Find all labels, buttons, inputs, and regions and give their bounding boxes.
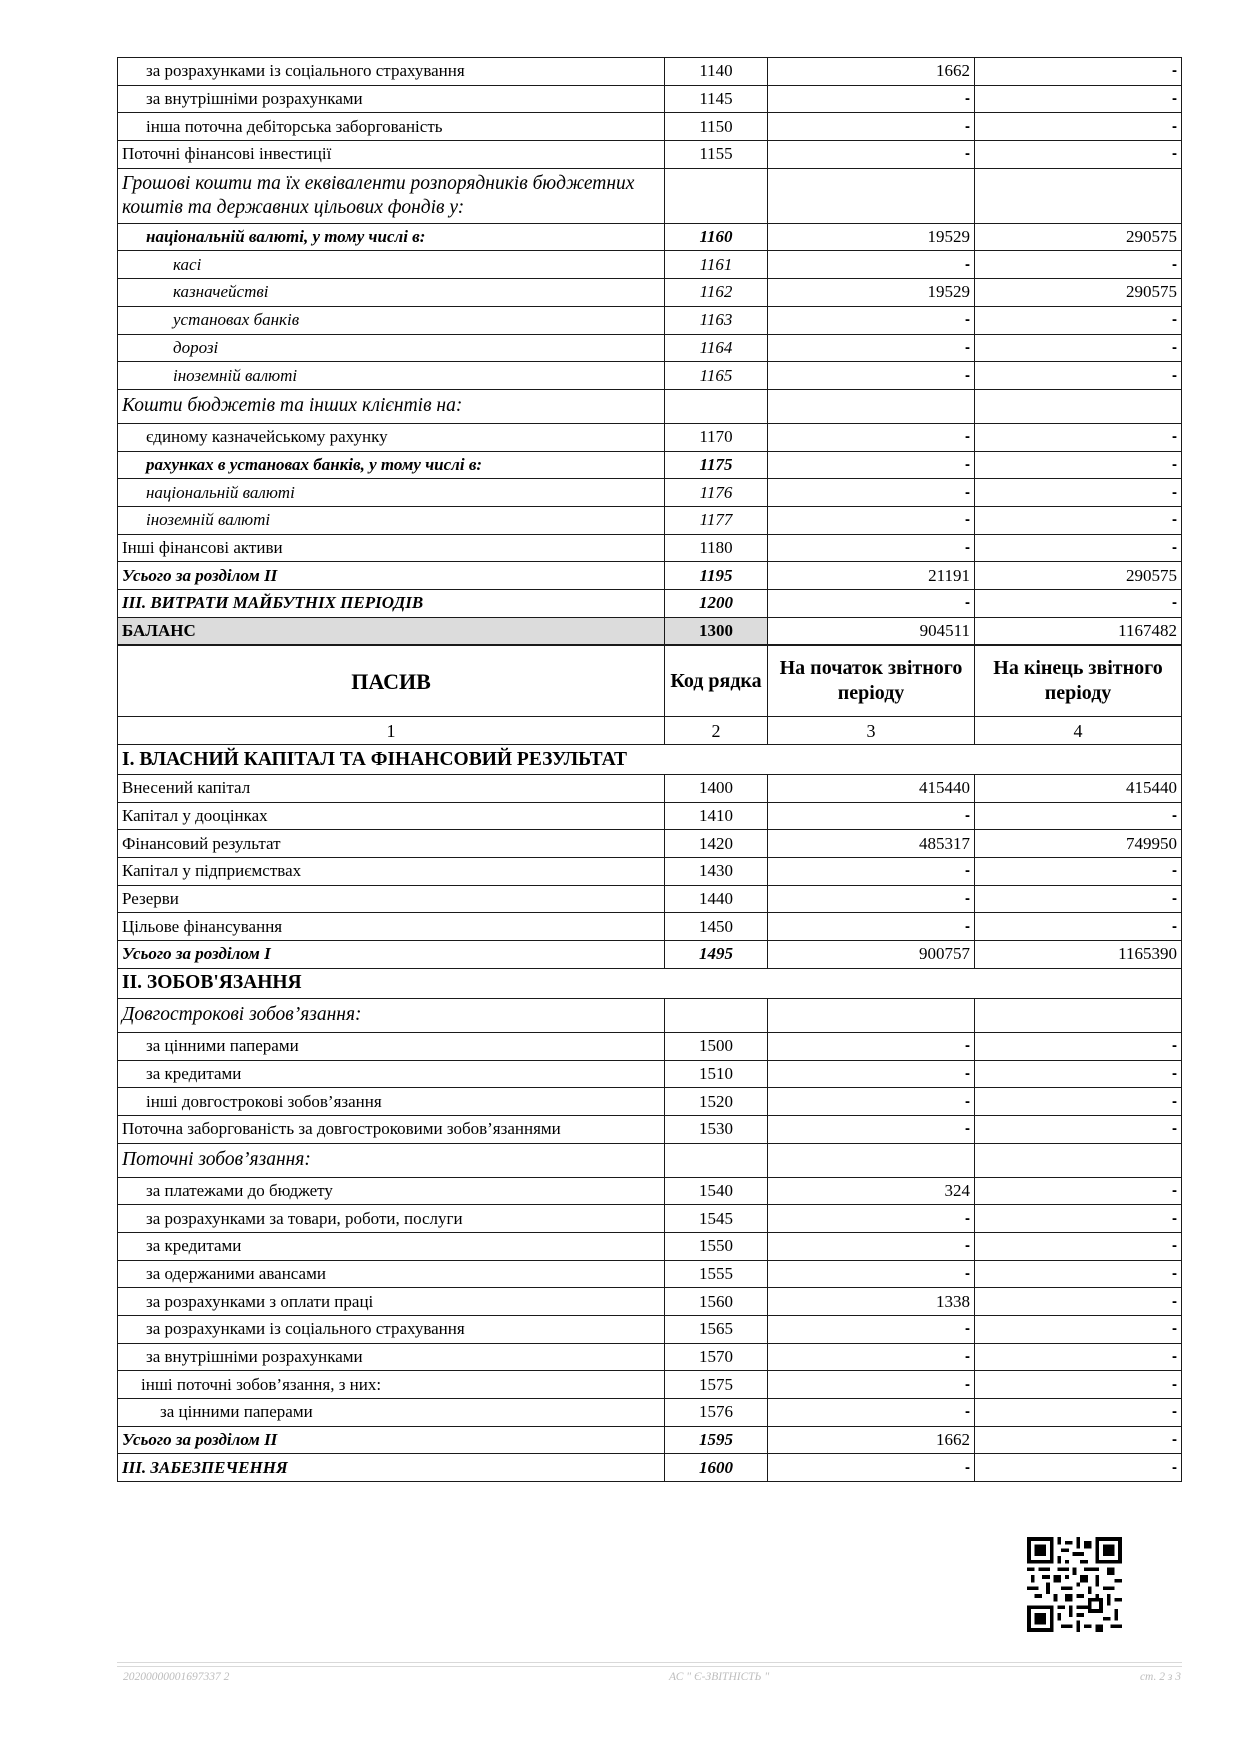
row-label: іноземній валюті (118, 506, 665, 534)
value-start: - (768, 885, 975, 913)
table-header-row (118, 646, 1182, 717)
row-code: 1162 (665, 279, 768, 307)
value-end: - (975, 1316, 1182, 1344)
value-end: - (975, 479, 1182, 507)
row-code: 1195 (665, 562, 768, 590)
row-label: Внесений капітал (118, 775, 665, 803)
value-end: - (975, 858, 1182, 886)
group-label: Довгострокові зобов’язання: (118, 998, 665, 1032)
header-row-code: Код рядка (665, 646, 768, 717)
row-label: касі (118, 251, 665, 279)
row-label: за одержаними авансами (118, 1260, 665, 1288)
table-row (118, 1316, 1182, 1344)
table-row (118, 113, 1182, 141)
value-start: - (768, 506, 975, 534)
table-row (118, 1060, 1182, 1088)
row-code: 1600 (665, 1454, 768, 1482)
assets-table-continuation (117, 57, 1182, 645)
row-code: 1177 (665, 506, 768, 534)
table-row (118, 1232, 1182, 1260)
value-end: 1167482 (975, 617, 1182, 645)
document-number: 20200000001697337 2 (123, 1671, 230, 1683)
value-start: - (768, 479, 975, 507)
row-code: 1565 (665, 1316, 768, 1344)
row-label: інші поточні зобов’язання, з них: (118, 1371, 665, 1399)
value-end: - (975, 1088, 1182, 1116)
table-row (118, 830, 1182, 858)
row-label: за розрахунками за товари, роботи, послуги (118, 1205, 665, 1233)
table-row (118, 858, 1182, 886)
row-label: за цінними паперами (118, 1032, 665, 1060)
value-end: - (975, 913, 1182, 941)
table-row (118, 334, 1182, 362)
table-row (118, 251, 1182, 279)
section-row (118, 1454, 1182, 1482)
row-code: 1450 (665, 913, 768, 941)
row-label: Інші фінансові активи (118, 534, 665, 562)
table-row (118, 1371, 1182, 1399)
value-end: - (975, 802, 1182, 830)
column-numbers-row (118, 717, 1182, 745)
value-end: - (975, 1115, 1182, 1143)
value-start: 904511 (768, 617, 975, 645)
row-code: 1430 (665, 858, 768, 886)
value-start: 324 (768, 1177, 975, 1205)
value-end: - (975, 362, 1182, 390)
row-code: 1530 (665, 1115, 768, 1143)
value-end: - (975, 1232, 1182, 1260)
value-start: 1662 (768, 58, 975, 86)
value-start: - (768, 1060, 975, 1088)
row-code: 1410 (665, 802, 768, 830)
value-start: - (768, 1454, 975, 1482)
value-end: - (975, 58, 1182, 86)
table-row (118, 1343, 1182, 1371)
table-row (118, 58, 1182, 86)
table-row (118, 141, 1182, 169)
page-number: ст. 2 з 3 (1139, 1671, 1181, 1683)
value-start: - (768, 423, 975, 451)
qr-code-icon (1027, 1537, 1122, 1632)
value-end: - (975, 1260, 1182, 1288)
table-group-row (118, 389, 1182, 423)
row-code: 1150 (665, 113, 768, 141)
row-code: 1175 (665, 451, 768, 479)
value-start: - (768, 1260, 975, 1288)
row-label: БАЛАНС (118, 617, 665, 645)
value-end: - (975, 1343, 1182, 1371)
column-number: 2 (665, 717, 768, 745)
row-code: 1300 (665, 617, 768, 645)
row-code: 1163 (665, 306, 768, 334)
row-code: 1140 (665, 58, 768, 86)
value-end: - (975, 1205, 1182, 1233)
value-start: 1338 (768, 1288, 975, 1316)
value-end: - (975, 1288, 1182, 1316)
value-start: - (768, 1232, 975, 1260)
row-label: за платежами до бюджету (118, 1177, 665, 1205)
value-start: - (768, 913, 975, 941)
column-number: 4 (975, 717, 1182, 745)
value-start: - (768, 590, 975, 618)
table-group-row (118, 1143, 1182, 1177)
table-row (118, 1032, 1182, 1060)
row-label: Фінансовий результат (118, 830, 665, 858)
column-number: 1 (118, 717, 665, 745)
value-start: 485317 (768, 830, 975, 858)
value-start: - (768, 334, 975, 362)
row-label: III. ЗАБЕЗПЕЧЕННЯ (118, 1454, 665, 1482)
row-code: 1495 (665, 941, 768, 969)
value-end: - (975, 1454, 1182, 1482)
row-label: інша поточна дебіторська заборгованість (118, 113, 665, 141)
group-label: Грошові кошти та їх еквіваленти розпорядників бюджетних коштів та державних цільових фондів у: (118, 168, 665, 223)
row-label: інші довгострокові зобов’язання (118, 1088, 665, 1116)
table-row (118, 1288, 1182, 1316)
row-code: 1180 (665, 534, 768, 562)
row-label: Усього за розділом I (118, 941, 665, 969)
group-label: Кошти бюджетів та інших клієнтів на: (118, 389, 665, 423)
value-start: - (768, 362, 975, 390)
row-code: 1560 (665, 1288, 768, 1316)
table-row (118, 1260, 1182, 1288)
footer-divider (117, 1666, 1182, 1667)
row-label: Цільове фінансування (118, 913, 665, 941)
row-code: 1200 (665, 590, 768, 618)
row-code: 1400 (665, 775, 768, 803)
row-code: 1576 (665, 1399, 768, 1427)
row-code: 1161 (665, 251, 768, 279)
section-title-liabilities: ІІ. ЗОБОВ'ЯЗАННЯ (118, 968, 1182, 998)
row-label: казначействі (118, 279, 665, 307)
row-code (665, 389, 768, 423)
row-label: Капітал у підприємствах (118, 858, 665, 886)
row-code: 1575 (665, 1371, 768, 1399)
column-number: 3 (768, 717, 975, 745)
value-end: - (975, 534, 1182, 562)
row-code (665, 168, 768, 223)
row-label: Поточна заборгованість за довгостроковими зобов’язаннями (118, 1115, 665, 1143)
table-row (118, 775, 1182, 803)
row-code: 1420 (665, 830, 768, 858)
row-label: національній валюті (118, 479, 665, 507)
table-row (118, 1177, 1182, 1205)
row-code: 1520 (665, 1088, 768, 1116)
value-start: - (768, 1399, 975, 1427)
value-end: - (975, 306, 1182, 334)
system-name: АС " Є-ЗВІТНІСТЬ " (669, 1671, 770, 1683)
table-row (118, 85, 1182, 113)
value-start: 19529 (768, 279, 975, 307)
header-period-end: На кінець звітного періоду (975, 646, 1182, 717)
subtotal-row (118, 1426, 1182, 1454)
table-row (118, 913, 1182, 941)
table-row (118, 423, 1182, 451)
value-start: - (768, 534, 975, 562)
value-end: - (975, 1032, 1182, 1060)
row-code (665, 1143, 768, 1177)
value-end: - (975, 423, 1182, 451)
subtotal-row (118, 941, 1182, 969)
value-start: 415440 (768, 775, 975, 803)
row-label: Усього за розділом II (118, 1426, 665, 1454)
row-code: 1500 (665, 1032, 768, 1060)
row-code (665, 998, 768, 1032)
section-row (118, 590, 1182, 618)
table-row (118, 1115, 1182, 1143)
value-end: - (975, 1426, 1182, 1454)
row-code: 1164 (665, 334, 768, 362)
value-end (975, 389, 1182, 423)
row-label: національній валюті, у тому числі в: (118, 223, 665, 251)
row-code: 1165 (665, 362, 768, 390)
row-code: 1170 (665, 423, 768, 451)
row-label: за цінними паперами (118, 1399, 665, 1427)
row-code: 1145 (665, 85, 768, 113)
value-start: - (768, 802, 975, 830)
value-start: - (768, 251, 975, 279)
value-end (975, 168, 1182, 223)
value-start: - (768, 141, 975, 169)
value-end: - (975, 1177, 1182, 1205)
value-end: - (975, 885, 1182, 913)
row-label: за кредитами (118, 1232, 665, 1260)
row-label: установах банків (118, 306, 665, 334)
table-row (118, 1088, 1182, 1116)
table-row (118, 534, 1182, 562)
value-start: - (768, 1371, 975, 1399)
value-start: - (768, 85, 975, 113)
value-end: - (975, 506, 1182, 534)
table-group-row (118, 998, 1182, 1032)
row-code: 1155 (665, 141, 768, 169)
value-start: - (768, 306, 975, 334)
value-end: - (975, 451, 1182, 479)
row-label: єдиному казначейському рахунку (118, 423, 665, 451)
row-code: 1540 (665, 1177, 768, 1205)
row-label: Резерви (118, 885, 665, 913)
value-end: 749950 (975, 830, 1182, 858)
value-start: - (768, 451, 975, 479)
value-start (768, 998, 975, 1032)
value-end (975, 998, 1182, 1032)
value-end: - (975, 85, 1182, 113)
value-end: - (975, 113, 1182, 141)
row-label: за внутрішніми розрахунками (118, 85, 665, 113)
value-start: 19529 (768, 223, 975, 251)
value-end: - (975, 1371, 1182, 1399)
value-end: 290575 (975, 562, 1182, 590)
table-row (118, 306, 1182, 334)
row-label: Капітал у дооцінках (118, 802, 665, 830)
value-end: - (975, 334, 1182, 362)
header-period-start: На початок звітного періоду (768, 646, 975, 717)
section-title-row (118, 968, 1182, 998)
value-start: - (768, 1205, 975, 1233)
row-label: III. ВИТРАТИ МАЙБУТНІХ ПЕРІОДІВ (118, 590, 665, 618)
value-start: - (768, 1032, 975, 1060)
value-start (768, 1143, 975, 1177)
value-start: 21191 (768, 562, 975, 590)
row-code: 1160 (665, 223, 768, 251)
value-end: 290575 (975, 223, 1182, 251)
value-end: - (975, 1060, 1182, 1088)
row-code: 1595 (665, 1426, 768, 1454)
footer-divider (117, 1662, 1182, 1663)
value-end: - (975, 1399, 1182, 1427)
row-label: за розрахунками із соціального страхування (118, 58, 665, 86)
row-label: за кредитами (118, 1060, 665, 1088)
table-row (118, 885, 1182, 913)
value-start: - (768, 858, 975, 886)
value-start: - (768, 1088, 975, 1116)
section-title-row (118, 745, 1182, 775)
row-label: дорозі (118, 334, 665, 362)
value-start: - (768, 1343, 975, 1371)
value-end: 290575 (975, 279, 1182, 307)
value-end: 415440 (975, 775, 1182, 803)
row-label: Поточні фінансові інвестиції (118, 141, 665, 169)
value-start: 1662 (768, 1426, 975, 1454)
table-row (118, 279, 1182, 307)
value-end: 1165390 (975, 941, 1182, 969)
value-end: - (975, 590, 1182, 618)
value-start (768, 389, 975, 423)
table-row (118, 362, 1182, 390)
row-code: 1550 (665, 1232, 768, 1260)
table-row (118, 451, 1182, 479)
row-code: 1176 (665, 479, 768, 507)
row-code: 1510 (665, 1060, 768, 1088)
balance-total-row (118, 617, 1182, 645)
row-label: Усього за розділом II (118, 562, 665, 590)
row-code: 1570 (665, 1343, 768, 1371)
row-label: за розрахунками з оплати праці (118, 1288, 665, 1316)
table-row (118, 1205, 1182, 1233)
value-start: 900757 (768, 941, 975, 969)
row-label: за внутрішніми розрахунками (118, 1343, 665, 1371)
group-label: Поточні зобов’язання: (118, 1143, 665, 1177)
value-start (768, 168, 975, 223)
table-row (118, 1399, 1182, 1427)
header-liabilities: ПАСИВ (118, 646, 665, 717)
row-code: 1555 (665, 1260, 768, 1288)
row-label: рахунках в установах банків, у тому числі в: (118, 451, 665, 479)
row-code: 1440 (665, 885, 768, 913)
table-row (118, 802, 1182, 830)
value-end: - (975, 141, 1182, 169)
table-group-row (118, 168, 1182, 223)
row-label: за розрахунками із соціального страхування (118, 1316, 665, 1344)
subtotal-row (118, 562, 1182, 590)
value-end: - (975, 251, 1182, 279)
table-row (118, 479, 1182, 507)
row-label: іноземній валюті (118, 362, 665, 390)
value-start: - (768, 113, 975, 141)
row-code: 1545 (665, 1205, 768, 1233)
value-start: - (768, 1316, 975, 1344)
table-row (118, 506, 1182, 534)
value-start: - (768, 1115, 975, 1143)
liabilities-table (117, 645, 1182, 1482)
table-row (118, 223, 1182, 251)
value-end (975, 1143, 1182, 1177)
section-title-equity: І. ВЛАСНИЙ КАПІТАЛ ТА ФІНАНСОВИЙ РЕЗУЛЬТАТ (118, 745, 1182, 775)
